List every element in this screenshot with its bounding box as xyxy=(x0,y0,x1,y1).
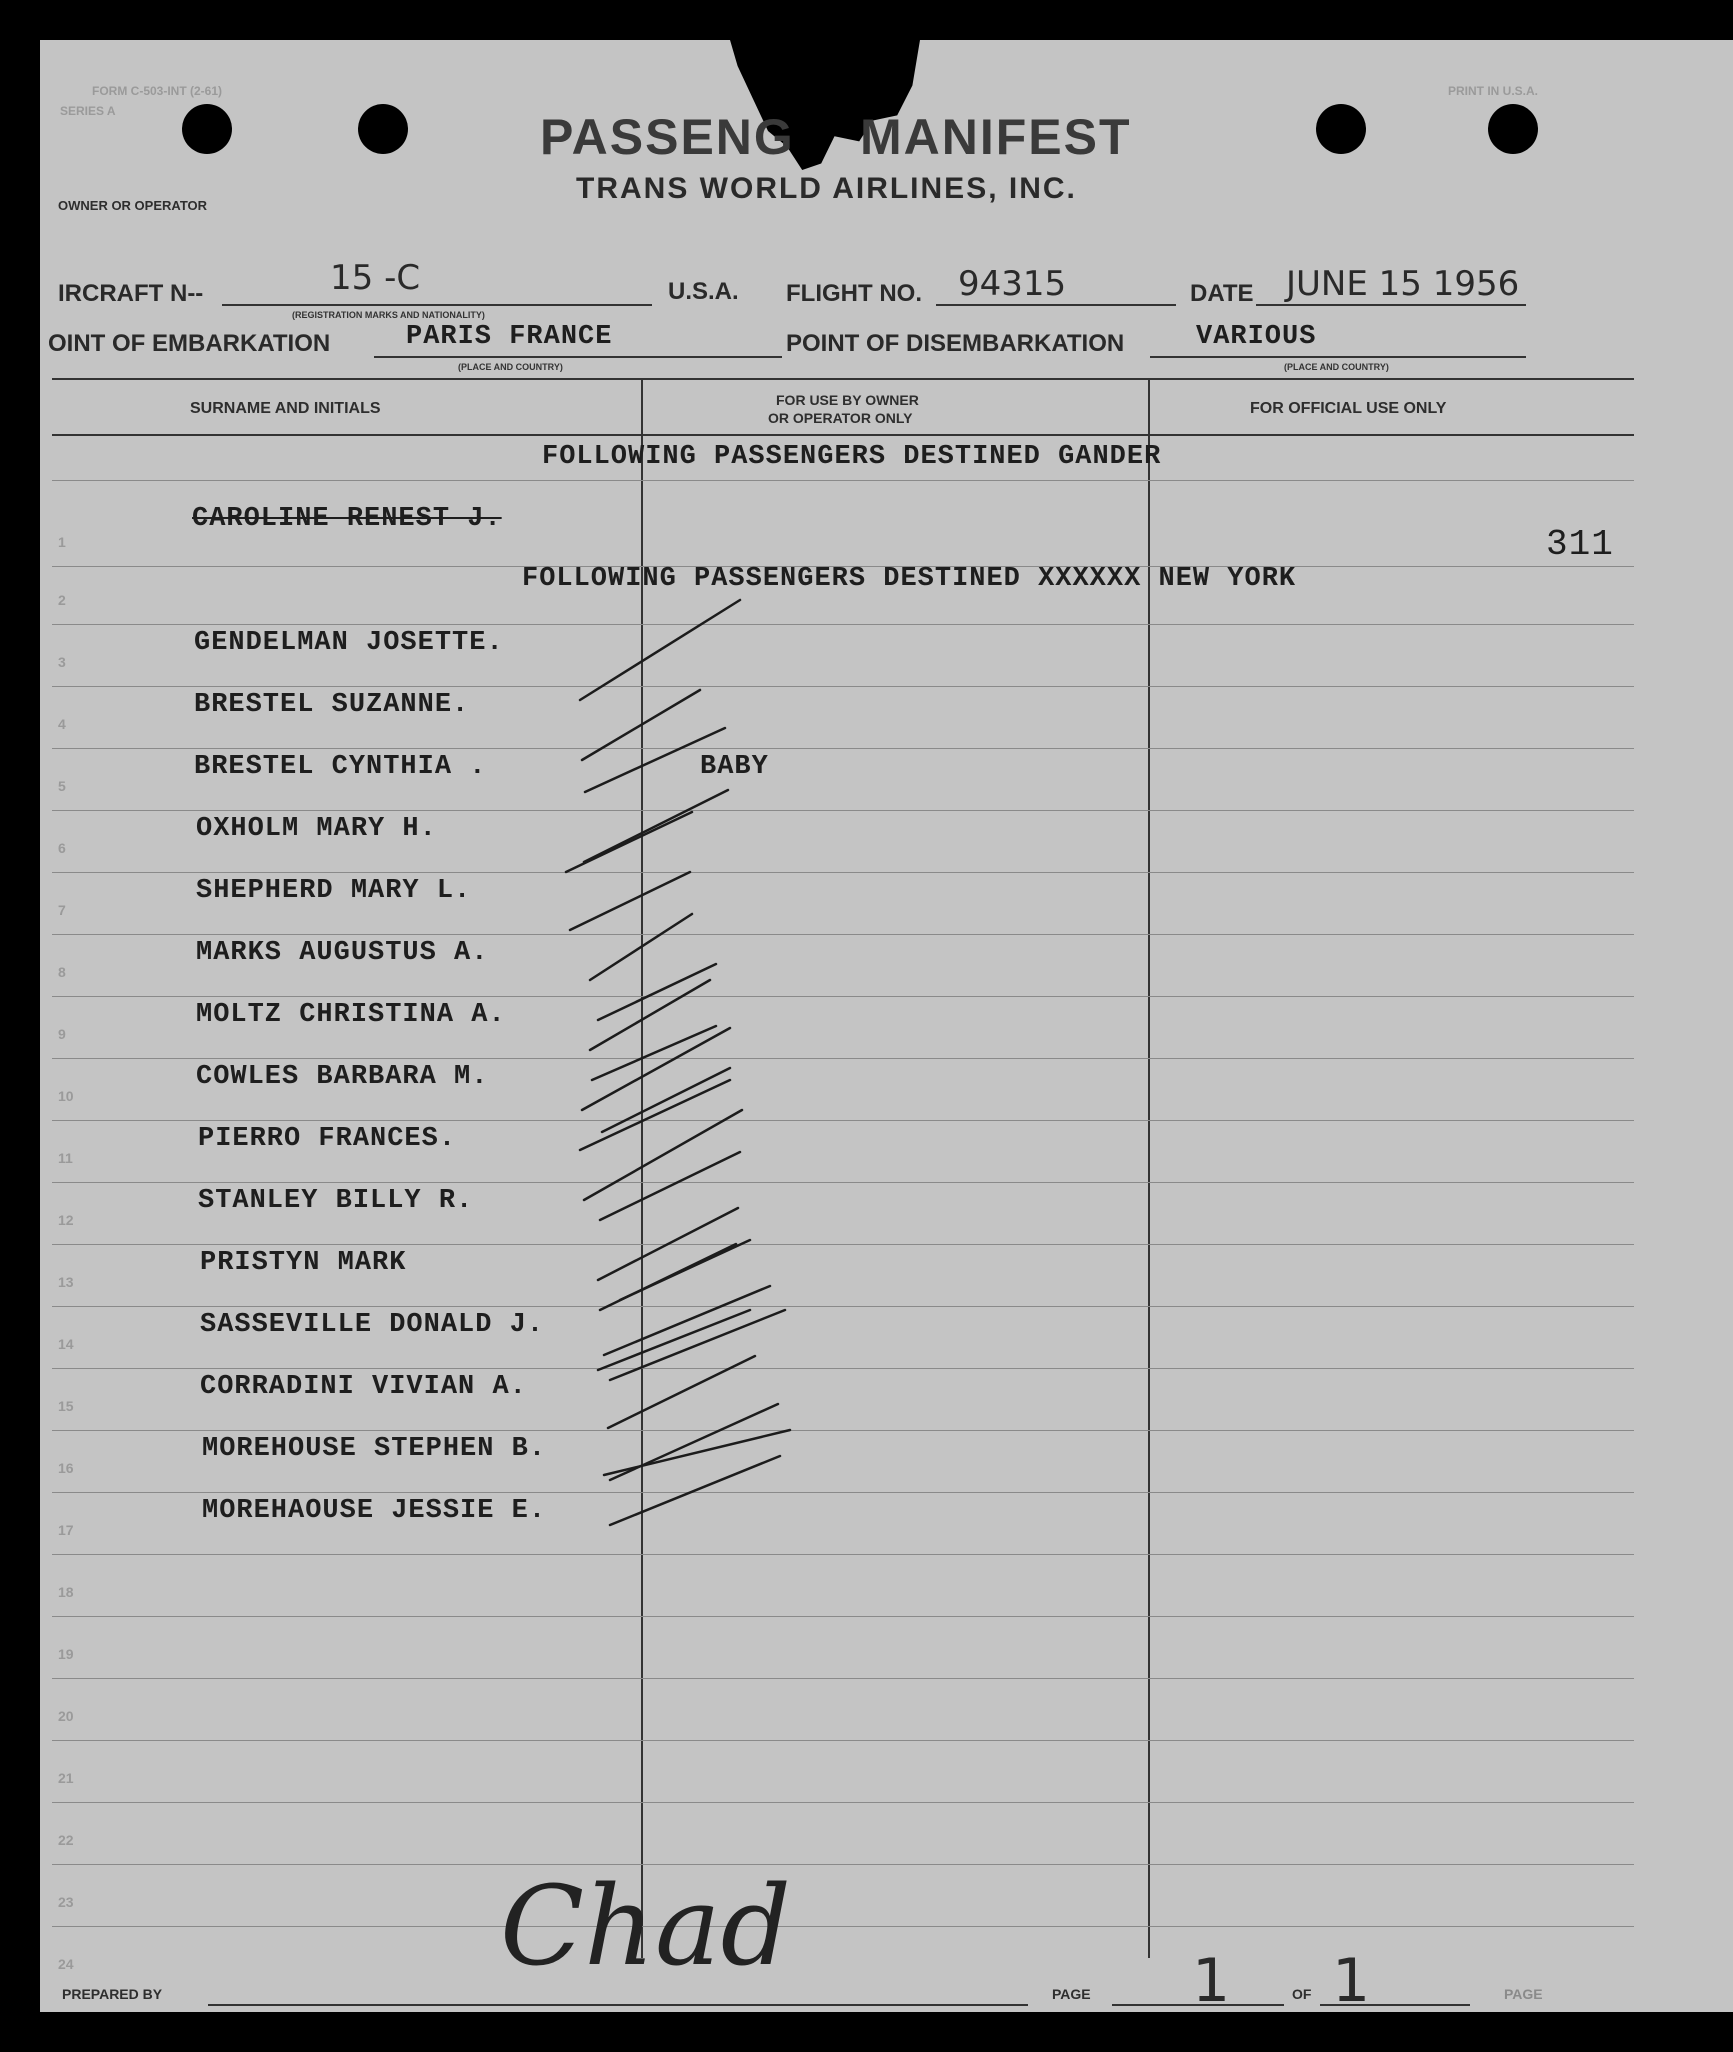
passenger-name: PRISTYN MARK xyxy=(200,1248,407,1278)
crossed-passenger: CAROLINE RENEST J. xyxy=(192,504,502,534)
title-right: MANIFEST xyxy=(860,109,1132,165)
disembarkation-label: POINT OF DISEMBARKATION xyxy=(786,330,1125,357)
row-number: 1 xyxy=(58,534,66,550)
row-number: 3 xyxy=(58,654,66,670)
passenger-name: MOREHOUSE STEPHEN B. xyxy=(202,1434,547,1464)
column-header-names: SURNAME AND INITIALS xyxy=(190,400,381,417)
passenger-name: SASSEVILLE DONALD J. xyxy=(200,1310,545,1340)
row-number: 7 xyxy=(58,902,66,918)
page-label: PAGE xyxy=(1052,1986,1091,2002)
passenger-name: CORRADINI VIVIAN A. xyxy=(200,1372,527,1402)
aircraft-value: 15 -C xyxy=(330,258,421,298)
row-number: 5 xyxy=(58,778,66,794)
page-value: 1 xyxy=(1192,1946,1231,2016)
usa-label: U.S.A. xyxy=(668,278,739,305)
row-rule xyxy=(52,1182,1634,1183)
column-header-official: FOR OFFICIAL USE ONLY xyxy=(1250,400,1447,417)
passenger-name: BRESTEL SUZANNE. xyxy=(194,690,470,720)
embarkation-underline xyxy=(374,356,782,358)
official-number: 311 xyxy=(1546,524,1614,565)
row-rule xyxy=(52,1120,1634,1121)
registration-caption: (REGISTRATION MARKS AND NATIONALITY) xyxy=(292,310,485,320)
punch-hole xyxy=(1488,104,1538,154)
row-number: 16 xyxy=(58,1460,74,1476)
owner-label: OWNER OR OPERATOR xyxy=(58,198,208,213)
row-number: 6 xyxy=(58,840,66,856)
passenger-name: MOREHAOUSE JESSIE E. xyxy=(202,1496,547,1526)
row-number: 2 xyxy=(58,592,66,608)
row-number: 17 xyxy=(58,1522,74,1538)
check-marks xyxy=(540,580,820,1540)
column-divider xyxy=(1148,378,1150,1958)
page-label-right: PAGE xyxy=(1504,1986,1543,2002)
row-rule xyxy=(52,1554,1634,1555)
row-number: 18 xyxy=(58,1584,74,1600)
row-rule xyxy=(52,1740,1634,1741)
row-number: 19 xyxy=(58,1646,74,1662)
row-rule xyxy=(52,1678,1634,1679)
table-header-rule xyxy=(52,434,1634,436)
prepared-by-underline xyxy=(208,2004,1028,2006)
form-series: SERIES A xyxy=(60,104,116,118)
row-rule xyxy=(52,624,1634,625)
section-new-york-heading: FOLLOWING PASSENGERS DESTINED XXXXXX NEW YORK xyxy=(522,564,1297,594)
airline-name: TRANS WORLD AIRLINES, INC. xyxy=(576,172,1077,205)
table-top-rule xyxy=(52,378,1634,380)
passenger-name: MOLTZ CHRISTINA A. xyxy=(196,1000,506,1030)
section-gander-heading: FOLLOWING PASSENGERS DESTINED GANDER xyxy=(542,442,1162,472)
row-rule xyxy=(52,686,1634,687)
disembarkation-value: VARIOUS xyxy=(1196,322,1317,352)
row-number: 20 xyxy=(58,1708,74,1724)
flight-label: FLIGHT NO. xyxy=(786,280,922,307)
flight-number: 94315 xyxy=(958,264,1067,304)
row-rule xyxy=(52,996,1634,997)
row-rule xyxy=(52,1306,1634,1307)
passenger-name: GENDELMAN JOSETTE. xyxy=(194,628,504,658)
row-rule xyxy=(52,810,1634,811)
punch-hole xyxy=(182,104,232,154)
passenger-name: COWLES BARBARA M. xyxy=(196,1062,489,1092)
flight-underline xyxy=(936,304,1176,306)
row-rule xyxy=(52,1492,1634,1493)
punch-hole xyxy=(1316,104,1366,154)
row-rule xyxy=(52,934,1634,935)
passenger-name: MARKS AUGUSTUS A. xyxy=(196,938,489,968)
row-rule xyxy=(52,1244,1634,1245)
row-rule xyxy=(52,1430,1634,1431)
of-value: 1 xyxy=(1332,1946,1371,2016)
row-rule xyxy=(52,1616,1634,1617)
row-number: 15 xyxy=(58,1398,74,1414)
row-number: 22 xyxy=(58,1832,74,1848)
aircraft-underline xyxy=(222,304,652,306)
embarkation-label: OINT OF EMBARKATION xyxy=(48,330,331,357)
passenger-name: STANLEY BILLY R. xyxy=(198,1186,474,1216)
row-rule xyxy=(52,1058,1634,1059)
date-underline xyxy=(1256,304,1526,306)
row-number: 23 xyxy=(58,1894,74,1910)
row-number: 9 xyxy=(58,1026,66,1042)
column-header-owner-line2: OR OPERATOR ONLY xyxy=(768,410,913,426)
punch-hole xyxy=(358,104,408,154)
row-rule xyxy=(52,1802,1634,1803)
row-number: 8 xyxy=(58,964,66,980)
column-header-owner-line1: FOR USE BY OWNER xyxy=(776,392,919,408)
passenger-name: SHEPHERD MARY L. xyxy=(196,876,472,906)
aircraft-label: IRCRAFT N-- xyxy=(58,280,204,307)
row-number: 11 xyxy=(58,1150,73,1166)
form-number: FORM C-503-INT (2-61) xyxy=(92,84,223,98)
passenger-name: OXHOLM MARY H. xyxy=(196,814,437,844)
row-rule xyxy=(52,872,1634,873)
row-number: 12 xyxy=(58,1212,74,1228)
embarkation-value: PARIS FRANCE xyxy=(406,322,613,352)
row-number: 4 xyxy=(58,716,66,732)
row-rule xyxy=(52,748,1634,749)
row-rule xyxy=(52,480,1634,481)
row-number: 21 xyxy=(58,1770,74,1786)
passenger-name: BRESTEL CYNTHIA . xyxy=(194,752,487,782)
embarkation-caption: (PLACE AND COUNTRY) xyxy=(458,362,563,372)
date-label: DATE xyxy=(1190,280,1254,307)
disembarkation-caption: (PLACE AND COUNTRY) xyxy=(1284,362,1389,372)
passenger-name: PIERRO FRANCES. xyxy=(198,1124,457,1154)
row-number: 14 xyxy=(58,1336,74,1352)
row-rule xyxy=(52,1368,1634,1369)
of-label: OF xyxy=(1292,1986,1312,2002)
row-number: 10 xyxy=(58,1088,74,1104)
date-value: JUNE 15 1956 xyxy=(1286,264,1520,304)
title-left: PASSENG xyxy=(540,109,795,165)
prepared-by-label: PREPARED BY xyxy=(62,1986,163,2002)
disembarkation-underline xyxy=(1150,356,1526,358)
row-number: 24 xyxy=(58,1956,74,1972)
row-number: 13 xyxy=(58,1274,74,1290)
print-note: PRINT IN U.S.A. xyxy=(1448,84,1539,98)
row-rule xyxy=(52,1864,1634,1865)
prepared-by-signature: Chad xyxy=(500,1862,792,1990)
row-rule xyxy=(52,1926,1634,1927)
passenger-note: BABY xyxy=(700,752,769,782)
